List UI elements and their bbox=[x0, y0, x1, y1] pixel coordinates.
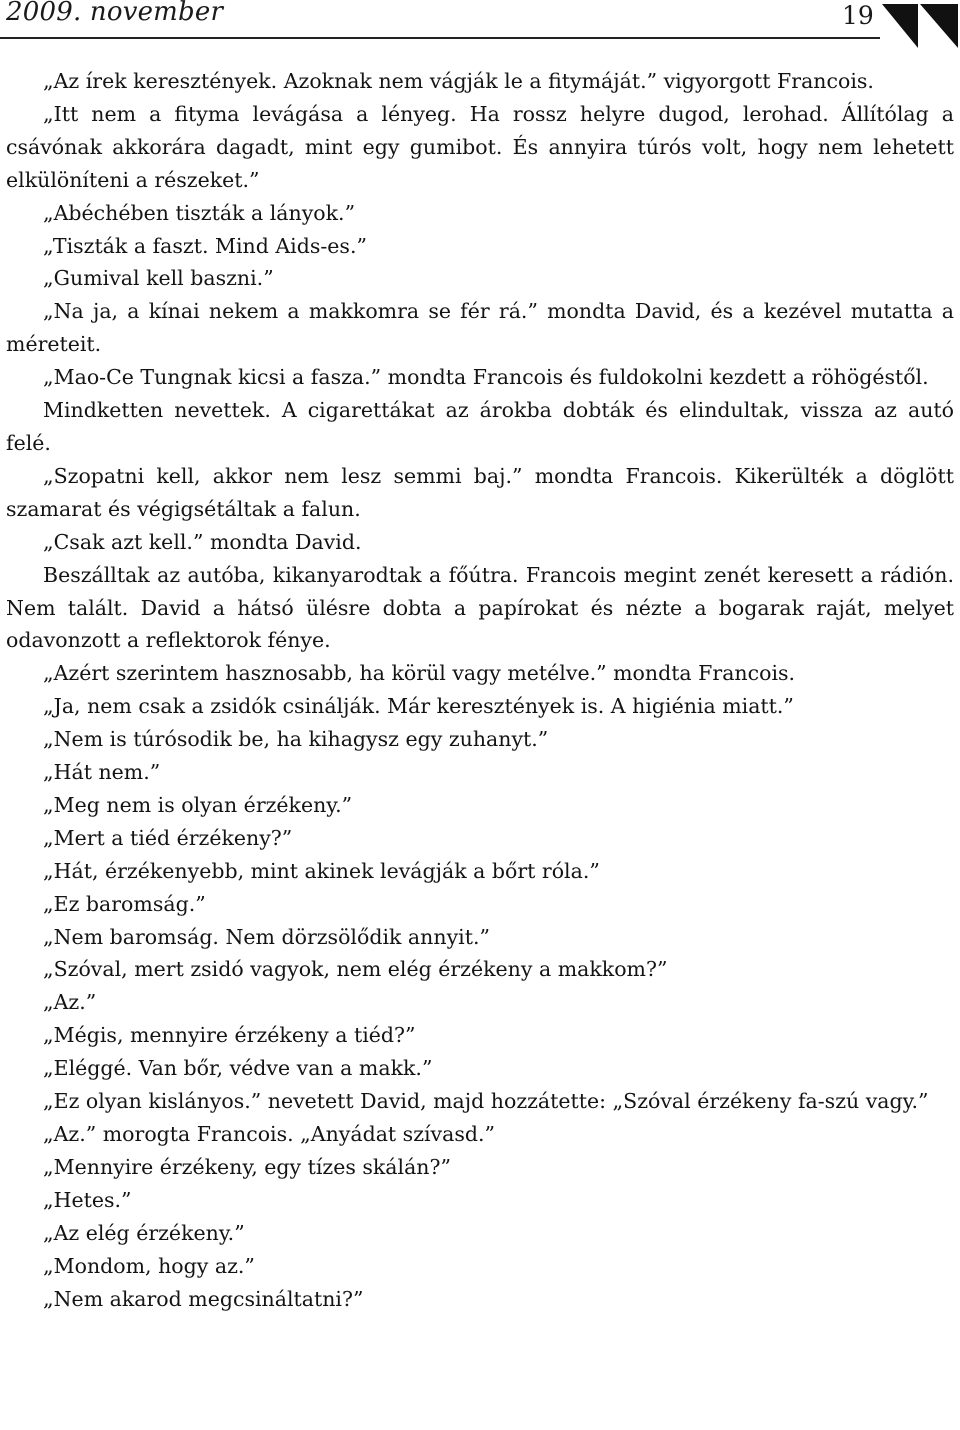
paragraph: „Nem baromság. Nem dörzsölődik annyit.” bbox=[43, 924, 490, 949]
page-number: 19 bbox=[842, 1, 874, 30]
paragraph: „Ez olyan kislányos.” nevetett David, majd hozzátette: „Szóval érzékeny fa-szú vagy.” bbox=[43, 1089, 929, 1114]
paragraph: „Meg nem is olyan érzékeny.” bbox=[43, 792, 353, 817]
paragraph: „Ez baromság.” bbox=[43, 891, 206, 916]
paragraph: „Eléggé. Van bőr, védve van a makk.” bbox=[43, 1056, 433, 1081]
paragraph: „Hát nem.” bbox=[43, 760, 161, 785]
paragraph: „Az írek keresztények. Azoknak nem vágják le a fitymáját.” vigyorgott Francois. bbox=[43, 69, 874, 93]
paragraph: „Mert a tiéd érzékeny?” bbox=[43, 825, 293, 850]
running-header-title: 2009. november bbox=[6, 0, 224, 27]
paragraph: „Szopatni kell, akkor nem lesz semmi baj.” mondta Francois. Kikerülték a döglött szamarat és végigsétáltak a falun. bbox=[6, 463, 954, 521]
paragraph: „Abéchében tiszták a lányok.” bbox=[43, 200, 356, 225]
paragraph: „Mégis, mennyire érzékeny a tiéd?” bbox=[43, 1023, 416, 1048]
paragraph: Beszálltak az autóba, kikanyarodtak a főútra. Francois megint zenét keresett a rádión. Nem talált. David a hátsó ülésre dobta a papírokat és nézte a bogarak raját, melyet odavonzott a reflektorok fénye. bbox=[6, 562, 954, 653]
page-header bbox=[0, 0, 960, 52]
paragraph: „Az elég érzékeny.” bbox=[43, 1220, 245, 1245]
paragraph: „Azért szerintem hasznosabb, ha körül vagy metélve.” mondta Francois. bbox=[43, 661, 796, 686]
paragraph: „Az.” morogta Francois. „Anyádat szívasd.” bbox=[43, 1122, 495, 1146]
paragraph: „Itt nem a fityma levágása a lényeg. Ha rossz helyre dugod, lerohad. Állítólag a csávónak akkorára dagadt, mint egy gumibot. És annyira túrós volt, hogy nem lehetett elkülöníteni a részeket.” bbox=[6, 101, 954, 192]
paragraph: „Az.” bbox=[43, 990, 97, 1015]
header-divider bbox=[0, 37, 880, 39]
paragraph: „Szóval, mert zsidó vagyok, nem elég érzékeny a makkom?” bbox=[43, 957, 668, 982]
paragraph: „Tiszták a faszt. Mind Aids-es.” bbox=[43, 233, 367, 258]
paragraph: „Ja, nem csak a zsidók csinálják. Már keresztények is. A higiénia miatt.” bbox=[43, 694, 794, 719]
paragraph: „Gumival kell baszni.” bbox=[43, 266, 274, 291]
paragraph: „Nem akarod megcsináltatni?” bbox=[43, 1286, 364, 1311]
paragraph: „Mao-Ce Tungnak kicsi a fasza.” mondta Francois és fuldokolni kezdett a röhögéstől. bbox=[43, 365, 929, 390]
paragraph: „Hát, érzékenyebb, mint akinek levágják a bőrt róla.” bbox=[43, 858, 600, 883]
body-text bbox=[6, 65, 954, 1315]
paragraph: „Csak azt kell.” mondta David. bbox=[43, 529, 362, 554]
double-triangle-ornament-icon bbox=[880, 2, 960, 50]
paragraph: „Mondom, hogy az.” bbox=[43, 1253, 255, 1278]
paragraph: „Nem is túrósodik be, ha kihagysz egy zuhanyt.” bbox=[43, 727, 549, 752]
paragraph: „Na ja, a kínai nekem a makkomra se fér rá.” mondta David, és a kezével mutatta a méreteit. bbox=[6, 299, 954, 357]
paragraph: Mindketten nevettek. A cigarettákat az árokba dobták és elindultak, vissza az autó felé. bbox=[6, 398, 954, 455]
paragraph: „Hetes.” bbox=[43, 1187, 132, 1212]
paragraph: „Mennyire érzékeny, egy tízes skálán?” bbox=[43, 1154, 451, 1179]
